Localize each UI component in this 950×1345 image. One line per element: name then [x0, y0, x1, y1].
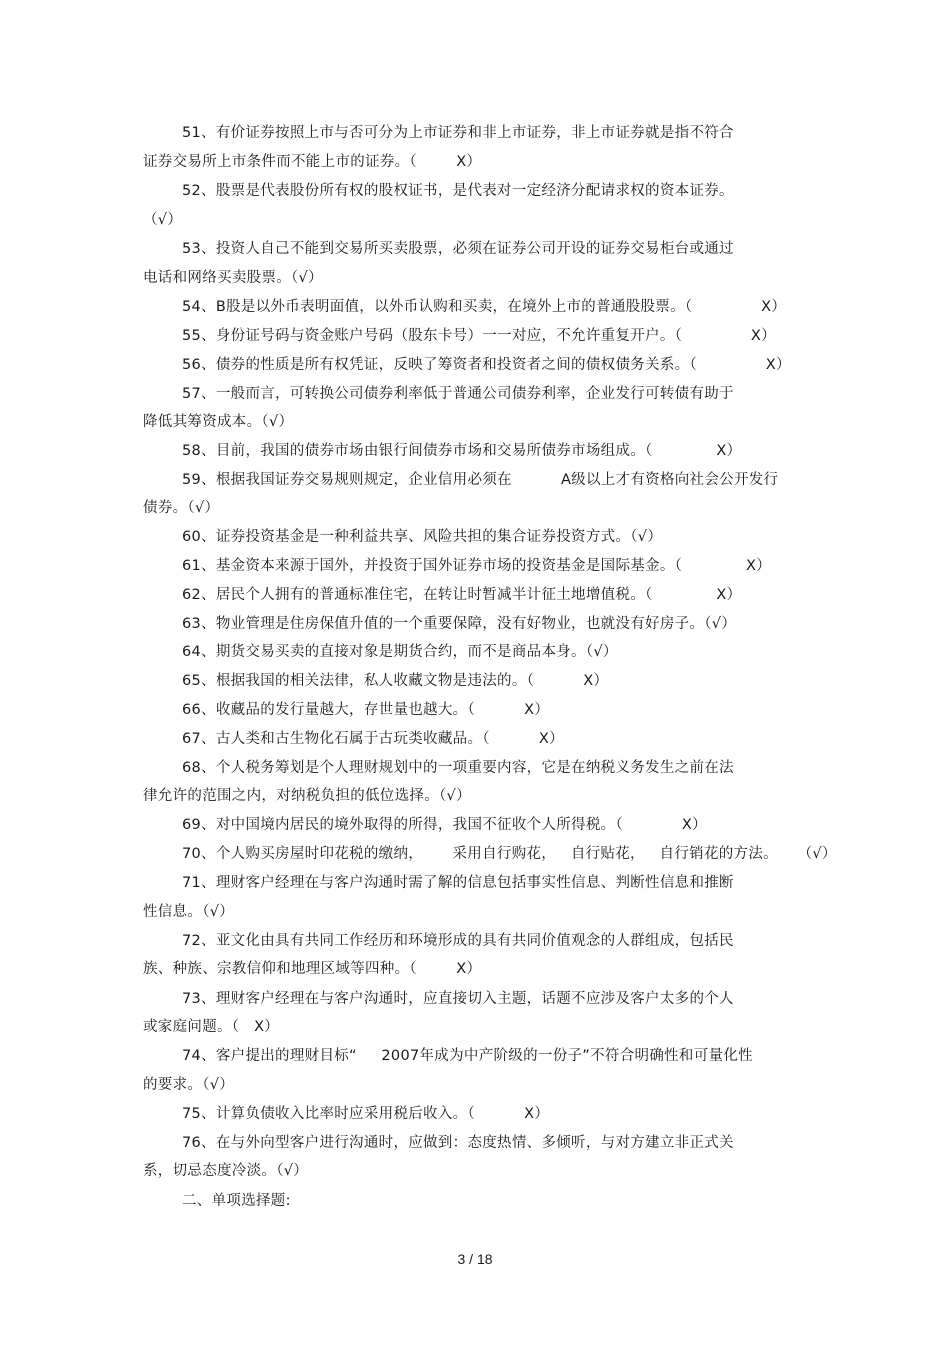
text-line: 73、理财客户经理在与客户沟通时，应直接切入主题，话题不应涉及客户太多的个人	[182, 991, 734, 1007]
text-line: 54、B股是以外币表明面值，以外币认购和买卖，在境外上市的普通股股票。（ X）	[182, 299, 787, 315]
text-line: 69、对中国境内居民的境外取得的所得，我国不征收个人所得税。（ X）	[182, 817, 707, 833]
text-line: 58、目前，我国的债券市场由银行间债券市场和交易所债券市场组成。（ X）	[182, 443, 742, 459]
text-line: 75、计算负债收入比率时应采用税后收入。（ X）	[182, 1106, 550, 1122]
text-line: 64、期货交易买卖的直接对象是期货合约，而不是商品本身。（√）	[182, 644, 618, 660]
text-line: 族、种族、宗教信仰和地理区域等四种。（ X）	[143, 961, 482, 977]
text-line: 56、债券的性质是所有权凭证，反映了筹资者和投资者之间的债权债务关系。（ X）	[182, 357, 791, 373]
text-line: 71、理财客户经理在与客户沟通时需了解的信息包括事实性信息、判断性信息和推断	[182, 875, 734, 891]
text-line: 证券交易所上市条件而不能上市的证券。（ X）	[143, 154, 482, 170]
page-number: 3 / 18	[457, 1251, 493, 1267]
text-line: （√）	[143, 212, 183, 228]
text-line: 68、个人税务筹划是个人理财规划中的一项重要内容，它是在纳税义务发生之前在法	[182, 760, 734, 776]
text-line: 系，切忌态度冷淡。（√）	[143, 1163, 309, 1179]
section-heading: 二、单项选择题:	[182, 1193, 291, 1209]
text-line: 57、一般而言，可转换公司债券利率低于普通公司债券利率，企业发行可转债有助于	[182, 386, 734, 402]
text-line: 债券。（√）	[143, 500, 220, 516]
text-line: 61、基金资本来源于国外，并投资于国外证券市场的投资基金是国际基金。（ X）	[182, 558, 772, 574]
text-line: 律允许的范围之内，对纳税负担的低位选择。（√）	[143, 788, 471, 804]
text-line: 降低其筹资成本。（√）	[143, 414, 294, 430]
text-line: 63、物业管理是住房保值升值的一个重要保障，没有好物业，也就没有好房子。（√）	[182, 616, 737, 632]
text-line: 76、在与外向型客户进行沟通时，应做到：态度热情、多倾听，与对方建立非正式关	[182, 1135, 734, 1151]
text-line: 70、个人购买房屋时印花税的缴纳， 采用自行购花， 自行贴花， 自行销花的方法。 （√）	[182, 846, 837, 862]
text-line: 性信息。（√）	[143, 904, 235, 920]
text-line: 62、居民个人拥有的普通标准住宅，在转让时暂减半计征土地增值税。（ X）	[182, 587, 742, 603]
text-line: 53、投资人自己不能到交易所买卖股票，必须在证券公司开设的证券交易柜台或通过	[182, 241, 734, 257]
text-line: 74、客户提出的理财目标“ 2007年成为中产阶级的一份子”不符合明确性和可量化性	[182, 1048, 753, 1064]
text-line: 的要求。（√）	[143, 1077, 235, 1093]
text-line: 51、有价证券按照上市与否可分为上市证券和非上市证券，非上市证券就是指不符合	[182, 125, 734, 141]
text-line: 67、古人类和古生物化石属于古玩类收藏品。（ X）	[182, 731, 564, 747]
text-line: 59、根据我国证券交易规则规定，企业信用必须在 A级以上才有资格向社会公开发行	[182, 472, 779, 488]
text-line: 电话和网络买卖股票。（√）	[143, 270, 323, 286]
text-line: 60、证券投资基金是一种利益共享、风险共担的集合证券投资方式。（√）	[182, 529, 663, 545]
text-line: 72、亚文化由具有共同工作经历和环境形成的具有共同价值观念的人群组成，包括民	[182, 933, 734, 949]
text-line: 66、收藏品的发行量越大，存世量也越大。（ X）	[182, 702, 550, 718]
text-line: 55、身份证号码与资金账户号码（股东卡号）一一对应，不允许重复开户。（ X）	[182, 328, 776, 344]
text-line: 65、根据我国的相关法律，私人收藏文物是违法的。（ X）	[182, 673, 609, 689]
text-line: 52、股票是代表股份所有权的股权证书，是代表对一定经济分配请求权的资本证券。	[182, 183, 734, 199]
text-line: 或家庭问题。（ X）	[143, 1019, 280, 1035]
